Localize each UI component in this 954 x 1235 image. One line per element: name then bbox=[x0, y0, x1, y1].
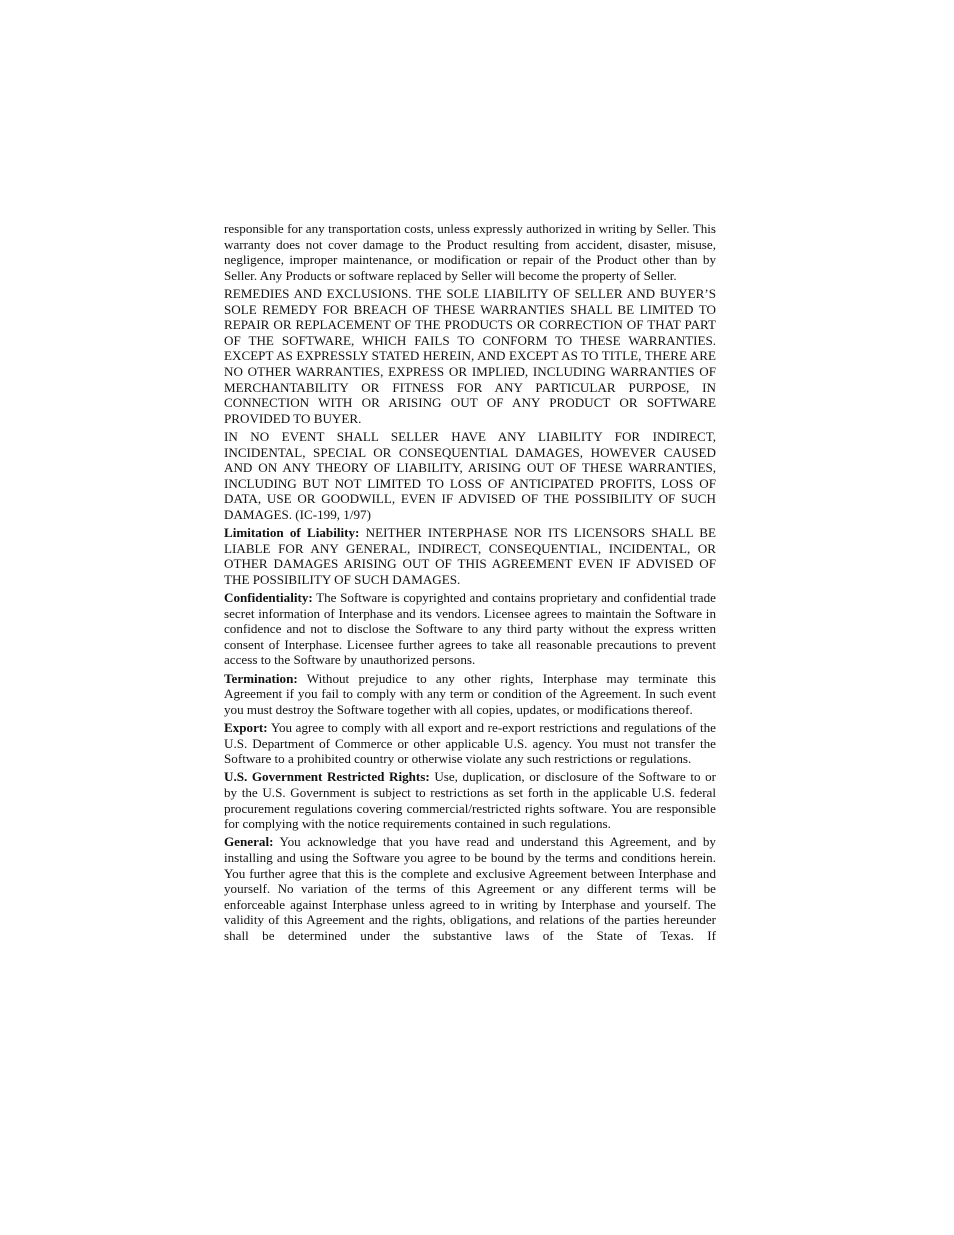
paragraph-heading: Confidentiality: bbox=[224, 590, 313, 606]
paragraph-heading: Termination: bbox=[224, 670, 298, 686]
paragraph-body: You agree to comply with all export and re-export restrictions and regulations of the U.S. Department of Commerce or other applicable U.S. agency. You must not transfer the Software to a prohibited country or otherwise violate any such restrictions or regulations. bbox=[224, 719, 716, 767]
paragraph-body: The Software is copyrighted and contains proprietary and confidential trade secret information of Interphase and its vendors. Licensee agrees to maintain the Software in confidence and not to disclose the Software to any third party without the express written consent of Interphase. Licensee further agrees to take all reasonable precautions to prevent access to the Software by unauthorized persons. bbox=[224, 590, 716, 668]
paragraph-no-liability bbox=[224, 429, 716, 523]
paragraph-remedies-exclusions bbox=[224, 286, 716, 426]
paragraph-heading: Limitation of Liability: bbox=[224, 525, 360, 541]
paragraph-body: REMEDIES AND EXCLUSIONS. THE SOLE LIABILITY OF SELLER AND BUYER’S SOLE REMEDY FOR BREACH OF THESE WARRANTIES SHALL BE LIMITED TO REPAIR OR REPLACEMENT OF THE PRODUCTS OR CORRECTION OF THAT PART OF THE SOFTWARE, WHICH FAILS TO CONFORM TO THESE WARRANTIES. EXCEPT AS EXPRESSLY STATED HEREIN, AND EXCEPT AS TO TITLE, THERE ARE NO OTHER WARRANTIES, EXPRESS OR IMPLIED, INCLUDING WARRANTIES OF MERCHANTABILITY OR FITNESS FOR ANY PARTICULAR PURPOSE, IN CONNECTION WITH OR ARISING OUT OF ANY PRODUCT OR SOFTWARE PROVIDED TO BUYER. bbox=[224, 285, 716, 426]
paragraph-export bbox=[224, 720, 716, 767]
paragraph-heading: General: bbox=[224, 834, 274, 850]
paragraph-heading: Export: bbox=[224, 719, 268, 735]
paragraph-body: Without prejudice to any other rights, Interphase may terminate this Agreement if you fail to comply with any term or condition of the Agreement. In such event you must destroy the Software together with all copies, updates, or modifications thereof. bbox=[224, 670, 716, 717]
paragraph-general bbox=[224, 834, 716, 943]
paragraph-heading: U.S. Government Restricted Rights: bbox=[224, 769, 430, 785]
paragraph-limitation-of-liability bbox=[224, 525, 716, 587]
paragraph-transportation-costs bbox=[224, 221, 716, 283]
paragraph-body: responsible for any transportation costs, unless expressly authorized in writing by Seller. This warranty does not cover damage to the Product resulting from accident, disaster, misuse, negligence, improper maintenance, or modification or repair of the Product other than by Seller. Any Products or software replaced by Seller will become the property of Seller. bbox=[224, 221, 716, 283]
paragraph-body: You acknowledge that you have read and understand this Agreement, and by installing and using the Software you agree to be bound by the terms and conditions herein. You further agree that this is the complete and exclusive Agreement between Interphase and yourself. No variation of the terms of this Agreement or any different terms will be enforceable against Interphase unless agreed to in writing by Interphase and yourself. The validity of this Agreement and the rights, obligations, and relations of the parties hereunder shall be determined under the substantive laws of the State of Texas. If bbox=[224, 834, 716, 943]
paragraph-body: IN NO EVENT SHALL SELLER HAVE ANY LIABILITY FOR INDIRECT, INCIDENTAL, SPECIAL OR CONSEQUENTIAL DAMAGES, HOWEVER CAUSED AND ON ANY THEORY OF LIABILITY, ARISING OUT OF THESE WARRANTIES, INCLUDING BUT NOT LIMITED TO LOSS OF ANTICIPATED PROFITS, LOSS OF DATA, USE OR GOODWILL, EVEN IF ADVISED OF THE POSSIBILITY OF SUCH DAMAGES. (IC-199, 1/97) bbox=[224, 428, 716, 522]
paragraph-body: NEITHER INTERPHASE NOR ITS LICENSORS SHALL BE LIABLE FOR ANY GENERAL, INDIRECT, CONSEQUENTIAL, INCIDENTAL, OR OTHER DAMAGES ARISING OUT OF THIS AGREEMENT EVEN IF ADVISED OF THE POSSIBILITY OF SUCH DAMAGES. bbox=[224, 525, 716, 587]
license-text-body bbox=[224, 221, 716, 946]
paragraph-us-government-restricted-rights bbox=[224, 769, 716, 831]
paragraph-confidentiality bbox=[224, 590, 716, 668]
paragraph-termination bbox=[224, 671, 716, 718]
paragraph-body: Use, duplication, or disclosure of the Software to or by the U.S. Government is subject to restrictions as set forth in the applicable U.S. federal procurement regulations covering commercial/restricted rights software. You are responsible for complying with the notice requirements contained in such regulations. bbox=[224, 769, 716, 832]
